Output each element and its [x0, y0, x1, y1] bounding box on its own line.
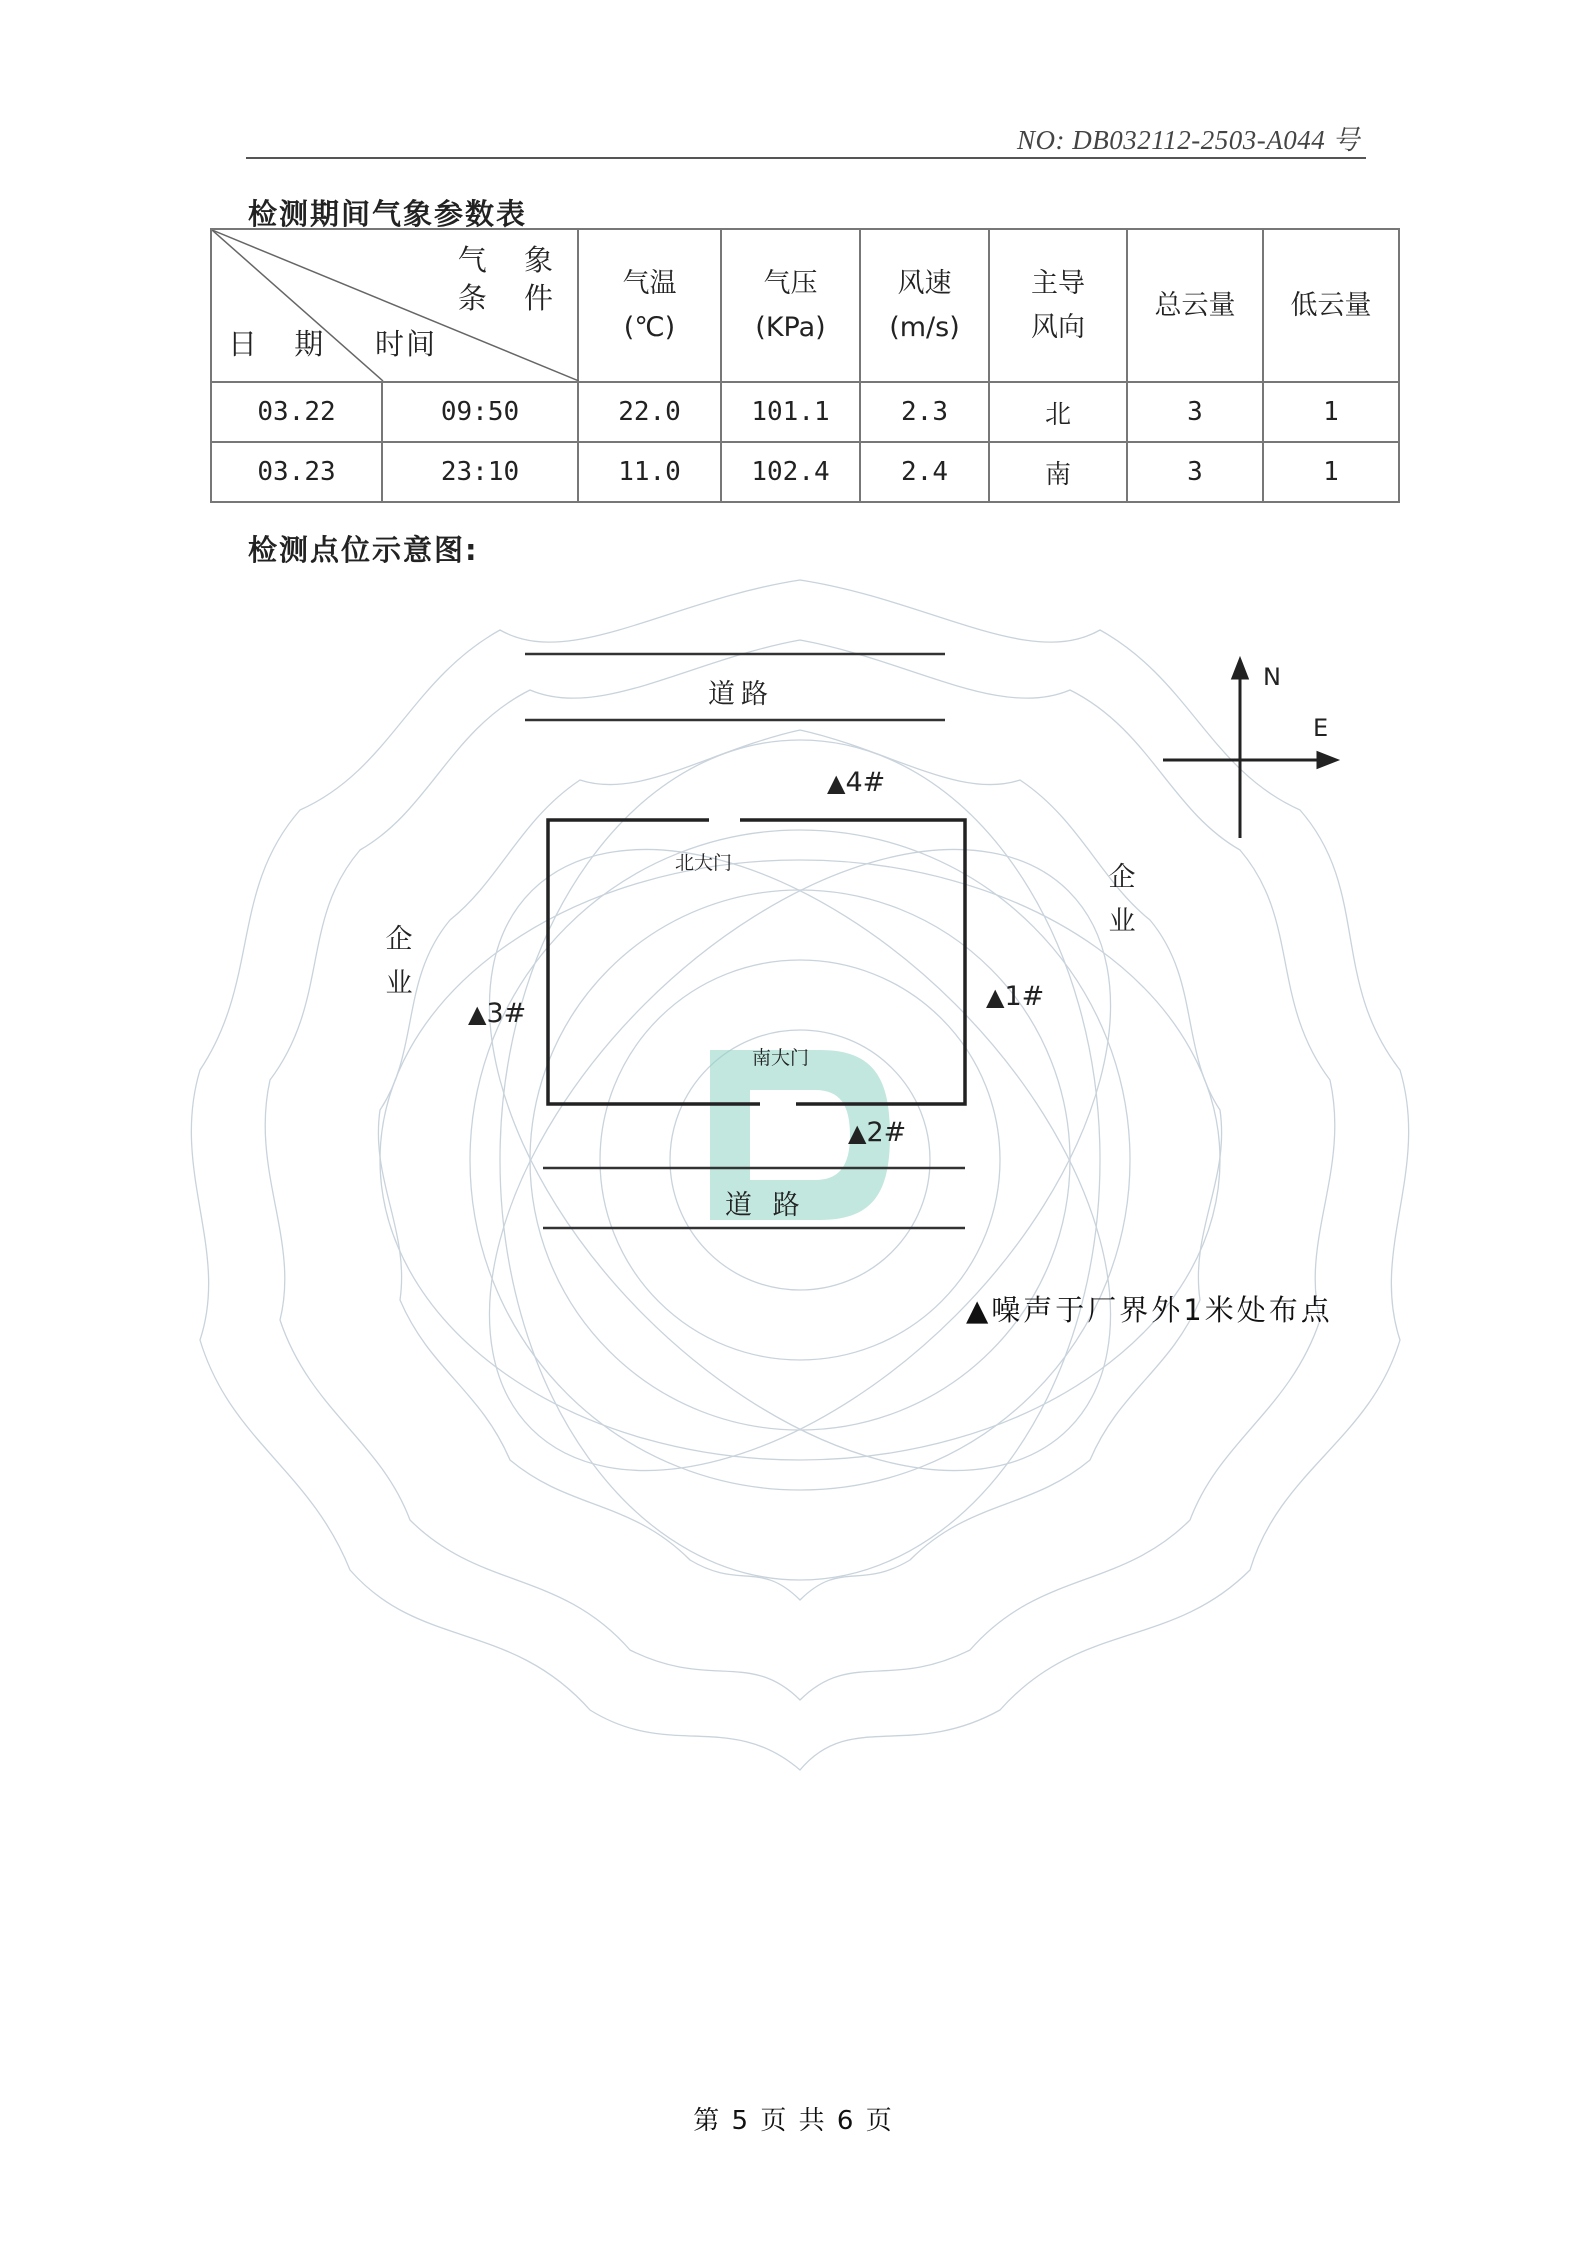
map-title: 检测点位示意图:	[248, 533, 479, 567]
header-time-label: 时间	[375, 327, 438, 361]
header-weather-label: 气 象	[457, 243, 567, 277]
cell-time: 09:50	[382, 382, 578, 442]
col-header-total-cloud: 总云量	[1127, 229, 1263, 382]
cell-pressure: 102.4	[721, 442, 860, 502]
monitoring-point-2: ▲2#	[848, 1117, 907, 1148]
cell-total-cloud: 3	[1127, 442, 1263, 502]
triangle-marker-icon: ▲	[468, 1000, 487, 1028]
weather-table-title: 检测期间气象参数表	[248, 197, 528, 231]
triangle-marker-icon: ▲	[827, 769, 846, 797]
cell-temperature: 22.0	[578, 382, 721, 442]
cell-temperature: 11.0	[578, 442, 721, 502]
cell-low-cloud: 1	[1263, 382, 1399, 442]
col-header-temperature: 气温 (℃)	[578, 229, 721, 382]
north-gate-label: 北大门	[675, 852, 733, 874]
triangle-marker-icon: ▲	[986, 983, 1005, 1011]
col-header-wind-direction: 主导 风向	[989, 229, 1127, 382]
cell-wind-direction: 南	[989, 442, 1127, 502]
monitoring-point-3: ▲3#	[468, 998, 527, 1029]
cell-wind-direction: 北	[989, 382, 1127, 442]
document-number: NO: DB032112-2503-A044 号	[1017, 125, 1360, 155]
cell-wind-speed: 2.4	[860, 442, 989, 502]
col-header-pressure: 气压 (KPa)	[721, 229, 860, 382]
col-header-low-cloud: 低云量	[1263, 229, 1399, 382]
cell-pressure: 101.1	[721, 382, 860, 442]
enterprise-label-west: 企 业	[385, 924, 413, 999]
compass	[1163, 660, 1336, 838]
south-gate-label: 南大门	[752, 1047, 810, 1069]
cell-date: 03.23	[211, 442, 382, 502]
legend-note: ▲噪声于厂界外1米处布点	[966, 1293, 1333, 1327]
col-header-wind-speed: 风速 (m/s)	[860, 229, 989, 382]
road-label-south: 道 路	[725, 1190, 806, 1221]
cell-total-cloud: 3	[1127, 382, 1263, 442]
cell-time: 23:10	[382, 442, 578, 502]
monitoring-point-1: ▲1#	[986, 981, 1045, 1012]
header-condition-label: 条 件	[457, 281, 567, 315]
monitoring-point-4: ▲4#	[827, 767, 886, 798]
header-date-label: 日 期	[228, 327, 338, 361]
triangle-marker-icon: ▲	[848, 1119, 867, 1147]
compass-north-label: N	[1263, 663, 1281, 691]
enterprise-label-east: 企 业	[1108, 862, 1136, 937]
cell-date: 03.22	[211, 382, 382, 442]
compass-east-label: E	[1313, 714, 1329, 742]
cell-wind-speed: 2.3	[860, 382, 989, 442]
road-label-north: 道路	[708, 679, 774, 710]
cell-low-cloud: 1	[1263, 442, 1399, 502]
page-number: 第 5 页 共 6 页	[693, 2106, 894, 2136]
